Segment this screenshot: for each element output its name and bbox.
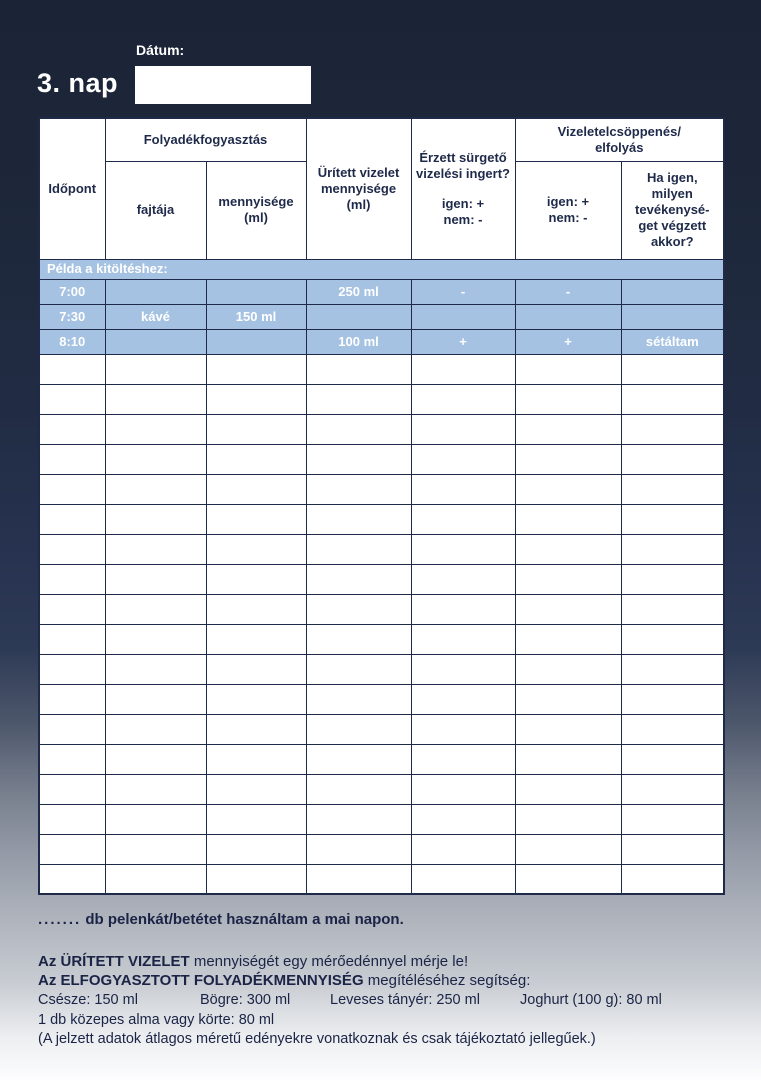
- empty-cell: [411, 444, 515, 474]
- empty-cell: [411, 774, 515, 804]
- empty-cell: [515, 474, 621, 504]
- diary-table: [38, 117, 725, 895]
- empty-cell: [306, 654, 411, 684]
- empty-rows-section: [39, 354, 724, 894]
- empty-cell: [621, 594, 724, 624]
- empty-cell: [39, 474, 105, 504]
- empty-cell: [411, 594, 515, 624]
- portion-cup: Csésze: 150 ml: [38, 992, 138, 1008]
- empty-cell: [105, 654, 206, 684]
- empty-cell: [411, 834, 515, 864]
- empty-cell: [206, 834, 306, 864]
- empty-cell: [39, 864, 105, 894]
- measure-instruction-rest: mennyiségét egy mérőedénnyel mérje le!: [189, 953, 469, 970]
- example-section-label: Példa a kitöltéshez:: [39, 259, 724, 279]
- empty-cell: [206, 504, 306, 534]
- empty-cell: [105, 384, 206, 414]
- empty-cell: [306, 504, 411, 534]
- empty-cell: [515, 654, 621, 684]
- header-cell-fluid-group: Folyadékfogyasztás: [105, 118, 306, 161]
- table-row-empty: [39, 804, 724, 834]
- empty-cell: [306, 534, 411, 564]
- empty-cell: [105, 354, 206, 384]
- empty-cell: [621, 684, 724, 714]
- empty-cell: [206, 384, 306, 414]
- empty-cell: [105, 864, 206, 894]
- empty-cell: [105, 474, 206, 504]
- empty-cell: [411, 684, 515, 714]
- example-row-2: [39, 304, 724, 329]
- empty-cell: [39, 414, 105, 444]
- empty-cell: [105, 504, 206, 534]
- empty-cell: [411, 864, 515, 894]
- pads-used-text: db pelenkát/betétet használtam a mai napon.: [81, 911, 404, 928]
- empty-cell: [306, 864, 411, 894]
- empty-cell: [105, 744, 206, 774]
- empty-cell: [515, 414, 621, 444]
- empty-cell: [515, 684, 621, 714]
- empty-cell: [621, 504, 724, 534]
- empty-cell: [306, 834, 411, 864]
- empty-cell: [105, 834, 206, 864]
- empty-cell: [411, 714, 515, 744]
- example-cell-fluid-type: kávé: [105, 304, 206, 329]
- table-row-empty: [39, 774, 724, 804]
- empty-cell: [206, 804, 306, 834]
- header-cell-fluid-type: fajtája: [105, 161, 206, 259]
- table-row-empty: [39, 684, 724, 714]
- empty-cell: [411, 624, 515, 654]
- empty-cell: [105, 444, 206, 474]
- example-cell-urge: +: [411, 329, 515, 354]
- urge-question: Érzett sürgető vizelési ingert?: [416, 150, 510, 181]
- empty-cell: [621, 624, 724, 654]
- portion-soup-plate: Leveses tányér: 250 ml: [330, 992, 480, 1008]
- table-row-empty: [39, 354, 724, 384]
- table-row-empty: [39, 444, 724, 474]
- header-cell-leak-yesno: [515, 161, 621, 259]
- empty-cell: [306, 684, 411, 714]
- example-cell-time: 7:30: [39, 304, 105, 329]
- leak-yes-legend: igen: +: [546, 194, 590, 210]
- page-title: 3. nap: [37, 68, 119, 98]
- empty-cell: [306, 384, 411, 414]
- empty-cell: [39, 714, 105, 744]
- empty-cell: [206, 774, 306, 804]
- empty-cell: [105, 804, 206, 834]
- empty-cell: [306, 594, 411, 624]
- empty-cell: [621, 714, 724, 744]
- empty-cell: [306, 744, 411, 774]
- empty-cell: [411, 474, 515, 504]
- empty-cell: [411, 354, 515, 384]
- pads-used-line: [38, 910, 728, 929]
- empty-cell: [411, 534, 515, 564]
- table-row-empty: [39, 864, 724, 894]
- table-row-empty: [39, 414, 724, 444]
- empty-cell: [206, 714, 306, 744]
- empty-cell: [206, 744, 306, 774]
- empty-cell: [39, 594, 105, 624]
- empty-cell: [515, 534, 621, 564]
- empty-cell: [105, 774, 206, 804]
- example-cell-urine: 250 ml: [306, 279, 411, 304]
- table-row-empty: [39, 624, 724, 654]
- help-instruction-line: [38, 971, 728, 990]
- pads-count-blank: .......: [38, 911, 82, 928]
- example-cell-urine: [306, 304, 411, 329]
- empty-cell: [206, 654, 306, 684]
- empty-cell: [515, 834, 621, 864]
- empty-cell: [39, 624, 105, 654]
- header-cell-time: Időpont: [39, 118, 105, 259]
- header-cell-fluid-amount: mennyisége (ml): [206, 161, 306, 259]
- empty-cell: [306, 714, 411, 744]
- empty-cell: [621, 774, 724, 804]
- empty-cell: [411, 654, 515, 684]
- empty-cell: [621, 864, 724, 894]
- empty-cell: [621, 474, 724, 504]
- urge-yes-legend: igen: +: [441, 195, 485, 211]
- empty-cell: [39, 804, 105, 834]
- header-cell-leak-group: [515, 118, 724, 161]
- empty-cell: [306, 774, 411, 804]
- date-label: Dátum:: [136, 42, 185, 58]
- table-row-empty: [39, 744, 724, 774]
- empty-cell: [515, 804, 621, 834]
- empty-cell: [39, 534, 105, 564]
- empty-cell: [105, 534, 206, 564]
- help-instruction-bold: Az ELFOGYASZTOTT FOLYADÉKMENNYISÉG: [38, 972, 364, 989]
- empty-cell: [39, 654, 105, 684]
- empty-cell: [411, 414, 515, 444]
- empty-cell: [515, 594, 621, 624]
- example-cell-leak: +: [515, 329, 621, 354]
- empty-cell: [306, 444, 411, 474]
- empty-cell: [515, 774, 621, 804]
- empty-cell: [306, 564, 411, 594]
- empty-cell: [621, 564, 724, 594]
- empty-cell: [39, 684, 105, 714]
- example-cell-activity: [621, 304, 724, 329]
- apple-pear-line: 1 db közepes alma vagy körte: 80 ml: [38, 1012, 275, 1028]
- empty-cell: [206, 594, 306, 624]
- header-cell-leak-activity: Ha igen, milyen tevékenysé-get végzett akkor?: [621, 161, 724, 259]
- empty-cell: [515, 624, 621, 654]
- table-row-empty: [39, 834, 724, 864]
- empty-cell: [206, 354, 306, 384]
- empty-cell: [105, 594, 206, 624]
- example-row-3: [39, 329, 724, 354]
- example-cell-urge: [411, 304, 515, 329]
- empty-cell: [206, 684, 306, 714]
- leak-group-line2: elfolyás: [595, 139, 644, 155]
- empty-cell: [411, 504, 515, 534]
- help-instruction-rest: megítéléséhez segítség:: [363, 972, 531, 989]
- empty-cell: [515, 714, 621, 744]
- example-cell-activity: [621, 279, 724, 304]
- table-row-empty: [39, 594, 724, 624]
- empty-cell: [411, 564, 515, 594]
- empty-cell: [621, 354, 724, 384]
- example-cell-fluid-amount: [206, 329, 306, 354]
- empty-cell: [39, 744, 105, 774]
- example-cell-time: 7:00: [39, 279, 105, 304]
- empty-cell: [411, 384, 515, 414]
- empty-cell: [39, 504, 105, 534]
- table-row-empty: [39, 654, 724, 684]
- empty-cell: [411, 804, 515, 834]
- empty-cell: [621, 534, 724, 564]
- empty-cell: [206, 444, 306, 474]
- example-cell-leak: [515, 304, 621, 329]
- measure-instruction-bold: Az ÜRÍTETT VIZELET: [38, 953, 190, 970]
- table-row-empty: [39, 714, 724, 744]
- example-cell-activity: sétáltam: [621, 329, 724, 354]
- empty-cell: [39, 444, 105, 474]
- empty-cell: [206, 624, 306, 654]
- empty-cell: [515, 354, 621, 384]
- empty-cell: [39, 774, 105, 804]
- empty-cell: [306, 414, 411, 444]
- table-row-empty: [39, 474, 724, 504]
- empty-cell: [306, 474, 411, 504]
- example-cell-leak: -: [515, 279, 621, 304]
- empty-cell: [621, 804, 724, 834]
- empty-cell: [621, 654, 724, 684]
- leak-group-line1: Vizeletelcsöppenés/: [557, 123, 681, 139]
- measure-instruction-line: [38, 952, 728, 971]
- urge-no-legend: nem: -: [443, 211, 483, 227]
- example-cell-fluid-type: [105, 329, 206, 354]
- portion-mug: Bögre: 300 ml: [200, 992, 291, 1008]
- empty-cell: [515, 444, 621, 474]
- portion-reference-line: [38, 991, 728, 1010]
- empty-cell: [306, 354, 411, 384]
- empty-cell: [105, 624, 206, 654]
- example-cell-urine: 100 ml: [306, 329, 411, 354]
- portion-yogurt: Joghurt (100 g): 80 ml: [520, 992, 662, 1008]
- table-row-empty: [39, 504, 724, 534]
- date-input[interactable]: [135, 66, 311, 104]
- empty-cell: [621, 444, 724, 474]
- example-row-1: [39, 279, 724, 304]
- empty-cell: [39, 564, 105, 594]
- empty-cell: [206, 534, 306, 564]
- header-cell-urine-amount: Ürített vizelet mennyisége (ml): [306, 118, 411, 259]
- leak-no-legend: nem: -: [548, 210, 588, 225]
- empty-cell: [515, 504, 621, 534]
- empty-cell: [515, 744, 621, 774]
- example-cell-fluid-amount: 150 ml: [206, 304, 306, 329]
- example-cell-time: 8:10: [39, 329, 105, 354]
- empty-cell: [621, 384, 724, 414]
- disclaimer-note: (A jelzett adatok átlagos méretű edényekre vonatkoznak és csak tájékoztató jellegűek.): [38, 1031, 596, 1047]
- empty-cell: [39, 384, 105, 414]
- empty-cell: [515, 384, 621, 414]
- empty-cell: [206, 474, 306, 504]
- empty-cell: [206, 414, 306, 444]
- example-cell-fluid-type: [105, 279, 206, 304]
- empty-cell: [105, 714, 206, 744]
- example-cell-fluid-amount: [206, 279, 306, 304]
- empty-cell: [206, 864, 306, 894]
- empty-cell: [105, 564, 206, 594]
- header-cell-urge: [411, 118, 515, 259]
- empty-cell: [39, 834, 105, 864]
- empty-cell: [515, 864, 621, 894]
- empty-cell: [39, 354, 105, 384]
- table-row-empty: [39, 534, 724, 564]
- empty-cell: [515, 564, 621, 594]
- empty-cell: [411, 744, 515, 774]
- empty-cell: [306, 804, 411, 834]
- empty-cell: [621, 744, 724, 774]
- empty-cell: [306, 624, 411, 654]
- empty-cell: [621, 414, 724, 444]
- empty-cell: [105, 414, 206, 444]
- table-row-empty: [39, 384, 724, 414]
- empty-cell: [621, 834, 724, 864]
- empty-cell: [206, 564, 306, 594]
- example-cell-urge: -: [411, 279, 515, 304]
- empty-cell: [105, 684, 206, 714]
- footer-instructions: [38, 910, 728, 1049]
- table-row-empty: [39, 564, 724, 594]
